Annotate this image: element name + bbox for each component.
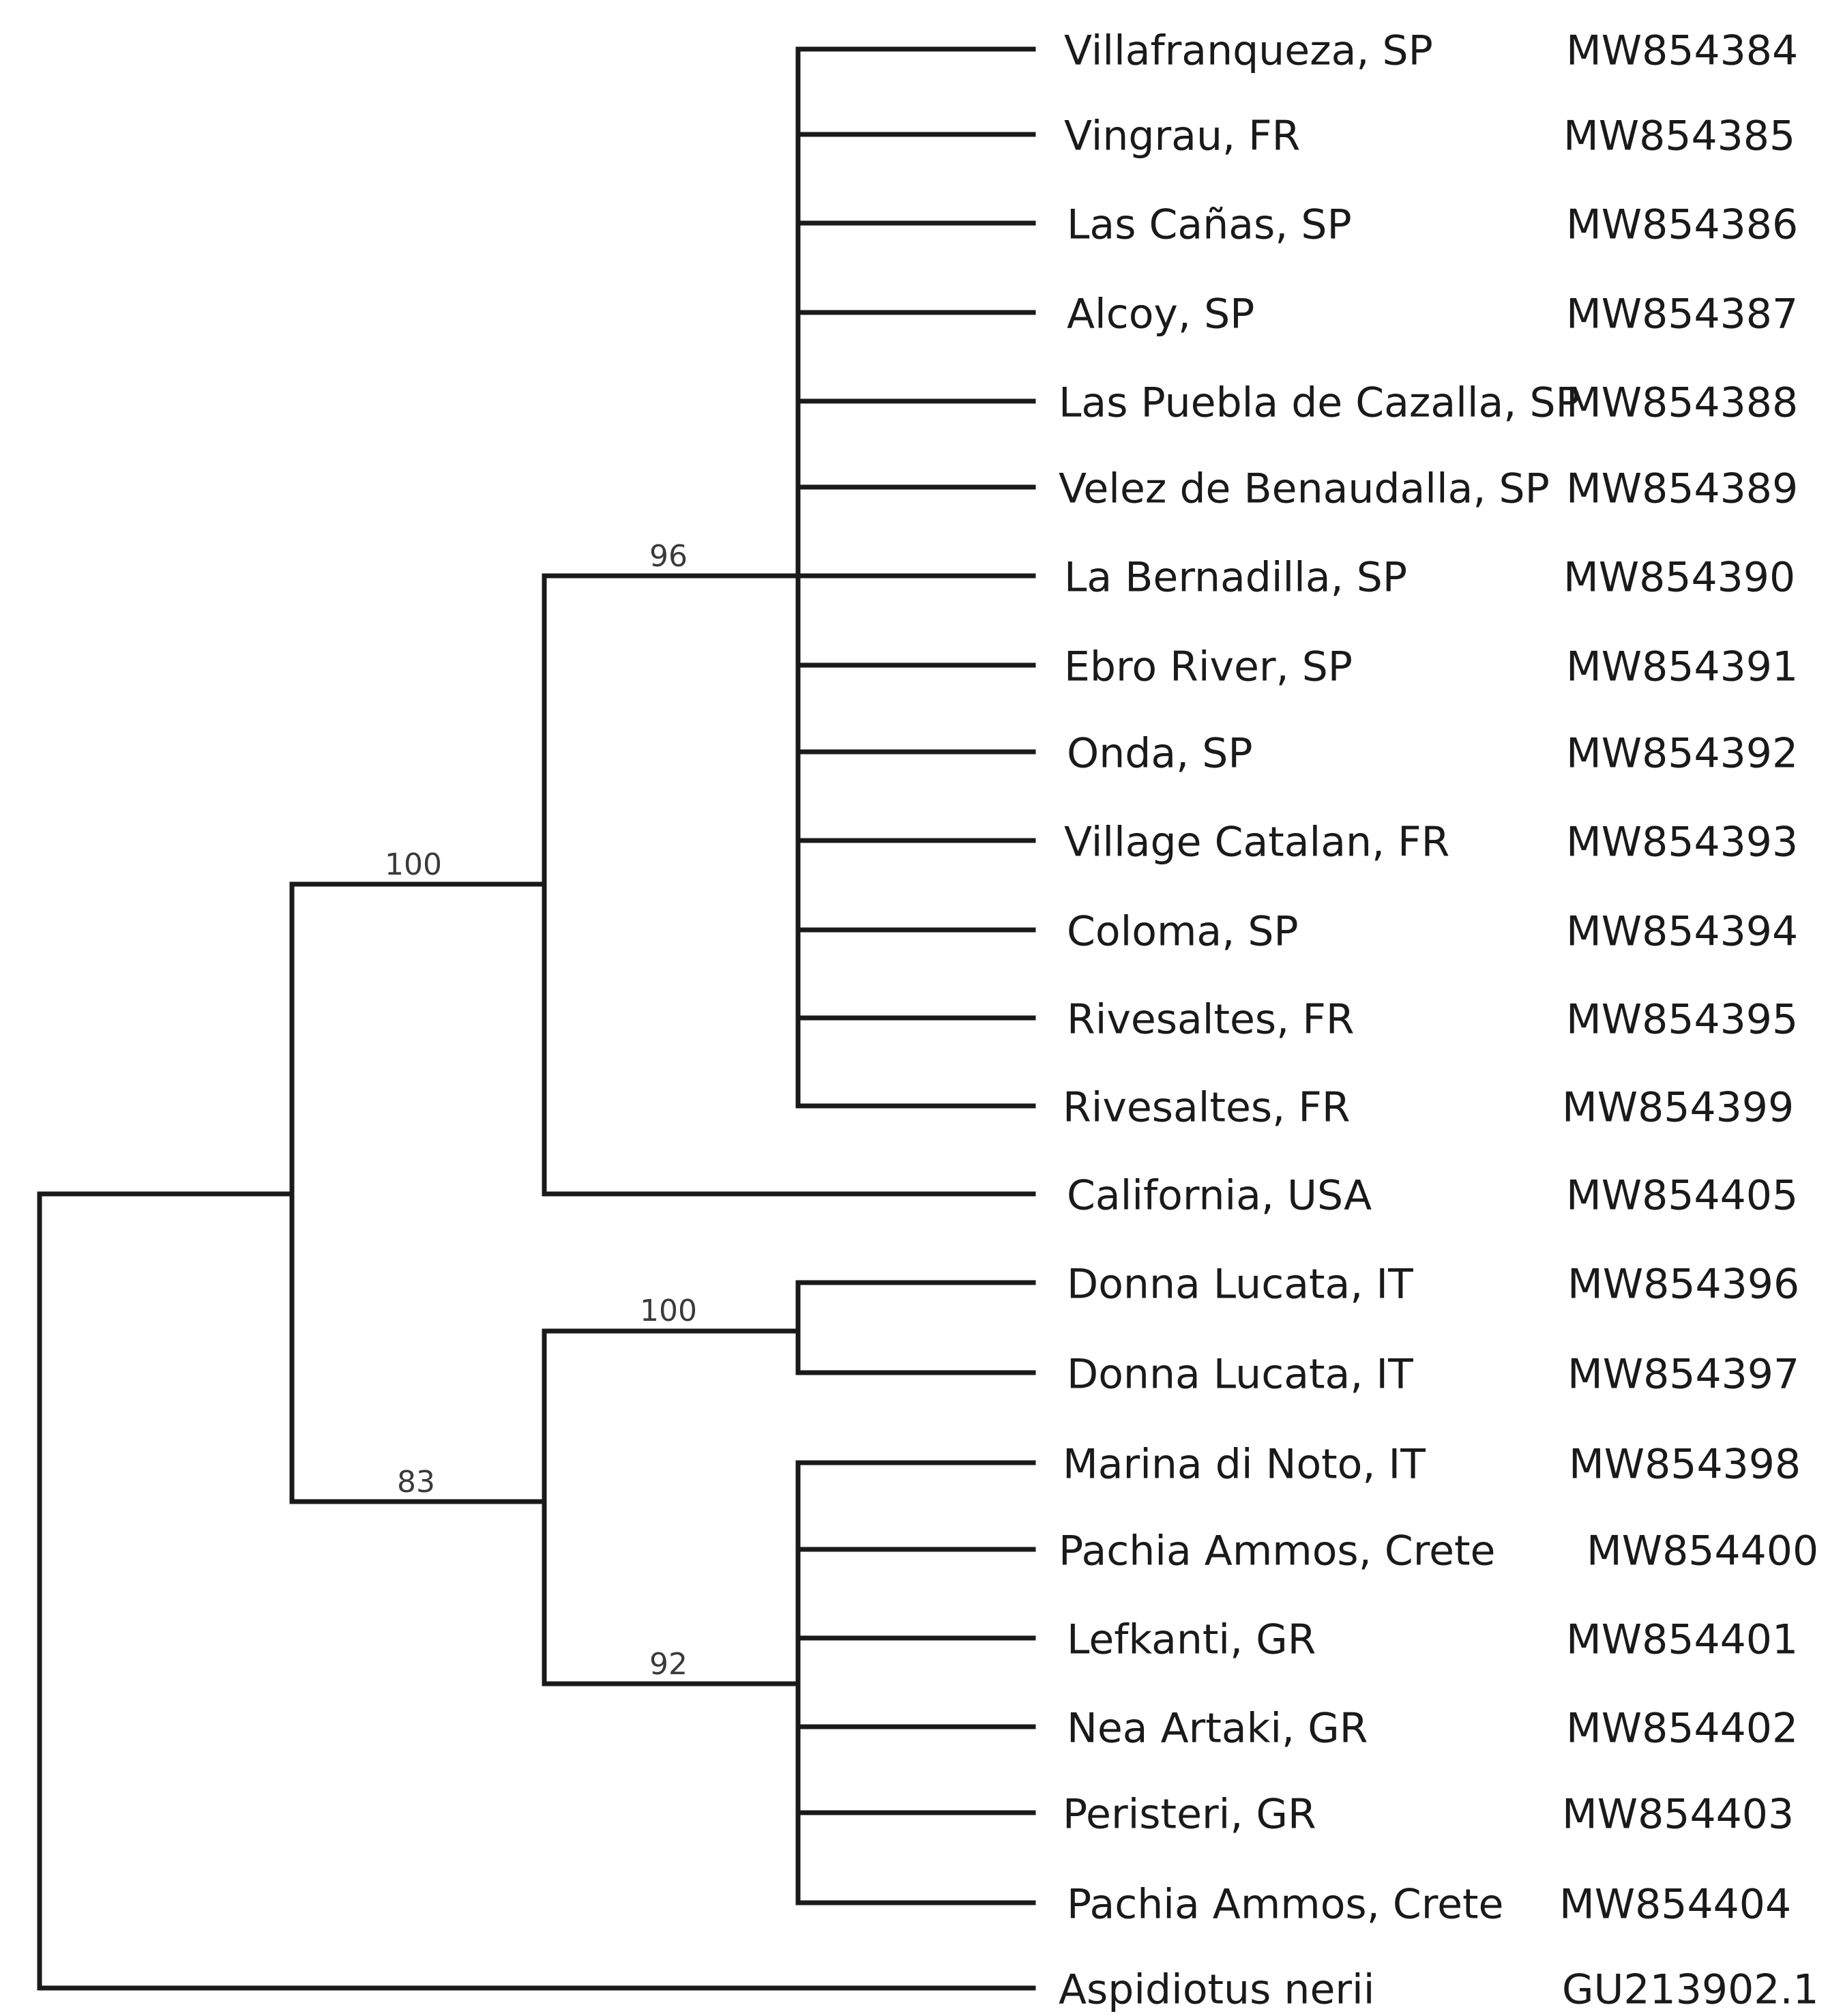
taxon-name: Rivesaltes, FR	[1063, 1083, 1351, 1132]
taxon-name: Las Puebla de Cazalla, SP	[1059, 379, 1580, 427]
taxon-name: Lefkanti, GR	[1067, 1616, 1316, 1664]
taxon-name: Alcoy, SP	[1067, 290, 1255, 338]
accession-number: MW854394	[1566, 907, 1799, 956]
accession-number: MW854388	[1566, 379, 1799, 427]
accession-number: MW854400	[1587, 1527, 1819, 1575]
accession-number: MW854389	[1566, 465, 1799, 513]
taxon-name: Nea Artaki, GR	[1067, 1704, 1368, 1753]
taxon-name: Velez de Benaudalla, SP	[1059, 465, 1550, 513]
accession-number: MW854387	[1566, 290, 1799, 338]
support-values	[385, 539, 697, 1682]
taxon-name: Ebro River, SP	[1064, 643, 1353, 691]
taxon-name: Village Catalan, FR	[1064, 818, 1450, 866]
taxon-labels	[1059, 27, 1580, 2014]
support-value-eastern-clade: 92	[649, 1647, 688, 1682]
tree-branches	[40, 49, 1033, 1988]
accession-number: MW854390	[1563, 553, 1796, 602]
taxon-name: Marina di Noto, IT	[1063, 1440, 1426, 1489]
taxon-name: Onda, SP	[1067, 729, 1253, 778]
taxon-name: California, USA	[1067, 1171, 1372, 1220]
taxon-name: Pachia Ammos, Crete	[1059, 1527, 1496, 1575]
support-value-donna-lucata: 100	[640, 1294, 697, 1328]
accession-number: MW854391	[1566, 643, 1799, 691]
accession-number: MW854397	[1567, 1350, 1800, 1399]
accession-number: MW854385	[1563, 112, 1796, 160]
taxon-name: La Bernadilla, SP	[1064, 553, 1408, 602]
accession-number: MW854392	[1566, 729, 1799, 778]
accession-number: MW854401	[1566, 1616, 1799, 1664]
accession-number: MW854384	[1566, 27, 1799, 75]
taxon-name: Las Cañas, SP	[1067, 201, 1352, 249]
taxon-name: Peristeri, GR	[1063, 1790, 1316, 1839]
accession-number: MW854403	[1562, 1790, 1795, 1839]
accession-labels	[1559, 27, 1819, 2014]
taxon-name: Donna Lucata, IT	[1067, 1350, 1413, 1399]
taxon-name: Coloma, SP	[1067, 907, 1299, 956]
taxon-name: Rivesaltes, FR	[1067, 995, 1355, 1044]
accession-number: MW854405	[1566, 1171, 1799, 1220]
accession-number: MW854393	[1566, 818, 1799, 866]
accession-number: MW854396	[1567, 1260, 1800, 1309]
support-value-western-clade: 96	[649, 539, 688, 574]
support-value-western-plus-california: 100	[385, 847, 442, 882]
accession-number: MW854402	[1566, 1704, 1799, 1753]
taxon-name: Vingrau, FR	[1064, 112, 1301, 160]
accession-number: MW854399	[1562, 1083, 1795, 1132]
taxon-name: Donna Lucata, IT	[1067, 1260, 1413, 1309]
accession-number: MW854398	[1569, 1440, 1801, 1489]
accession-number: MW854386	[1566, 201, 1799, 249]
accession-number: MW854404	[1559, 1880, 1792, 1929]
support-value-italy-greece: 83	[397, 1465, 435, 1500]
taxon-name: Pachia Ammos, Crete	[1067, 1880, 1504, 1929]
taxon-name: Aspidiotus nerii	[1059, 1966, 1375, 2014]
accession-number: MW854395	[1566, 995, 1799, 1044]
accession-number: GU213902.1	[1562, 1966, 1819, 2014]
taxon-name: Villafranqueza, SP	[1064, 27, 1433, 75]
